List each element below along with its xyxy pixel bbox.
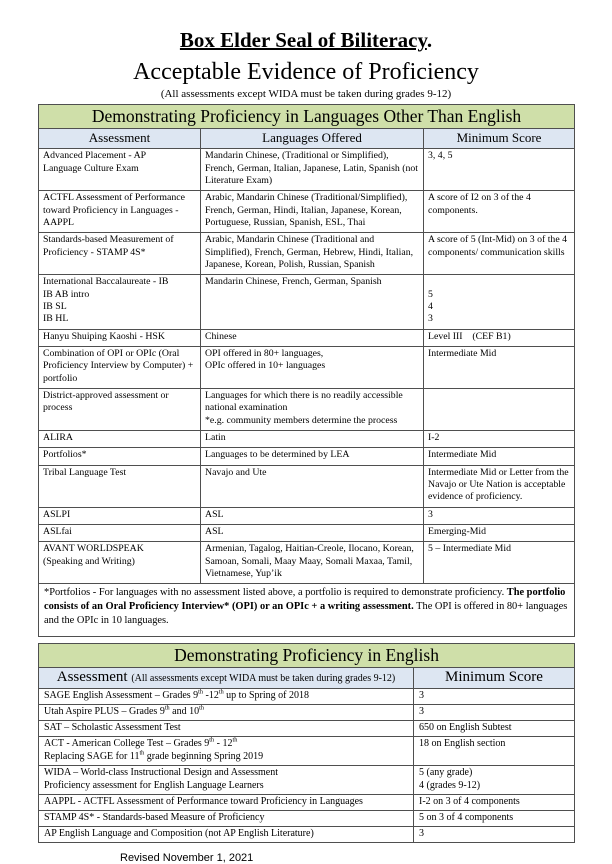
score-cell: I-2 on 3 of 4 components <box>414 794 575 810</box>
section-title-languages: Demonstrating Proficiency in Languages Other Than English <box>39 105 575 129</box>
score-cell: A score of I2 on 3 of the 4 components. <box>424 191 575 233</box>
column-header-min-score: Minimum Score <box>414 667 575 688</box>
languages-cell: Languages for which there is no readily accessible national examination *e.g. community members determine the process <box>201 389 424 431</box>
column-header-languages: Languages Offered <box>201 129 424 149</box>
table-row <box>39 465 575 507</box>
section-title-english: Demonstrating Proficiency in English <box>39 643 575 667</box>
page-title-period: . <box>426 28 433 52</box>
assessment-cell: AAPPL - ACTFL Assessment of Performance toward Proficiency in Languages <box>39 794 414 810</box>
table-row <box>39 720 575 736</box>
score-cell: Intermediate Mid or Letter from the Navajo or Ute Nation is acceptable evidence of proficiency. <box>424 465 575 507</box>
score-cell: 3 <box>414 704 575 720</box>
languages-cell: Navajo and Ute <box>201 465 424 507</box>
column-header-min-score: Minimum Score <box>424 129 575 149</box>
section-band-row <box>39 105 575 129</box>
languages-cell: ASL <box>201 507 424 524</box>
assessment-cell: ACTFL Assessment of Performance toward Proficiency in Languages - AAPPL <box>39 191 201 233</box>
assessment-cell: Advanced Placement - AP Language Culture Exam <box>39 149 201 191</box>
assessment-cell: SAGE English Assessment – Grades 9th -12th up to Spring of 2018 <box>39 688 414 704</box>
languages-cell: Mandarin Chinese, (Traditional or Simplified), French, German, Italian, Japanese, Latin, Spanish (not Literature Exam) <box>201 149 424 191</box>
score-cell: 3 <box>414 688 575 704</box>
languages-cell: Arabic, Mandarin Chinese (Traditional and Simplified), French, German, Hebrew, Hindi, Italian, Japanese, Korean, Polish, Russian, Spanish <box>201 233 424 275</box>
column-header-row <box>39 129 575 149</box>
assessment-cell: ASLfai <box>39 525 201 542</box>
score-cell <box>424 389 575 431</box>
assessment-cell: SAT – Scholastic Assessment Test <box>39 720 414 736</box>
languages-cell: Mandarin Chinese, French, German, Spanish <box>201 275 424 329</box>
table-row <box>39 431 575 448</box>
page-subtitle-note: (All assessments except WIDA must be taken during grades 9-12) <box>160 88 452 101</box>
column-header-assessment <box>39 667 414 688</box>
table-row <box>39 810 575 826</box>
column-header-assessment: Assessment <box>39 129 201 149</box>
score-cell: Intermediate Mid <box>424 448 575 465</box>
score-cell: 650 on English Subtest <box>414 720 575 736</box>
score-cell: 3 <box>424 507 575 524</box>
score-cell: Intermediate Mid <box>424 346 575 388</box>
assessment-cell: STAMP 4S* - Standards-based Measure of Proficiency <box>39 810 414 826</box>
table-row <box>39 525 575 542</box>
page-subtitle: Acceptable Evidence of Proficiency <box>133 59 479 86</box>
footnote-text-2: The OPI is offered in 80+ languages and the OPIc in 10 languages. <box>44 601 568 626</box>
assessment-cell: AVANT WORLDSPEAK (Speaking and Writing) <box>39 542 201 584</box>
languages-cell: ASL <box>201 525 424 542</box>
footnote-text-1: *Portfolios - For languages with no assessment listed above, a portfolio is required to demonstrate proficiency. <box>44 587 507 599</box>
assessment-cell: ASLPI <box>39 507 201 524</box>
table-row <box>39 346 575 388</box>
assessment-cell: ALIRA <box>39 431 201 448</box>
score-cell: I-2 <box>424 431 575 448</box>
assessment-cell: Standards-based Measurement of Proficiency - STAMP 4S* <box>39 233 201 275</box>
languages-cell: OPI offered in 80+ languages, OPIc offered in 10+ languages <box>201 346 424 388</box>
table-row <box>39 542 575 584</box>
languages-proficiency-table <box>38 104 575 637</box>
assessment-cell: Hanyu Shuiping Kaoshi - HSK <box>39 329 201 346</box>
table-row <box>39 149 575 191</box>
score-cell: 3, 4, 5 <box>424 149 575 191</box>
portfolios-footnote <box>39 584 575 636</box>
table-row <box>39 688 575 704</box>
score-cell: 5 on 3 of 4 components <box>414 810 575 826</box>
languages-cell: Armenian, Tagalog, Haitian-Creole, Ilocano, Korean, Samoan, Somali, Maay Maay, Somali Maxaa, Tamil, Vietnamese, Yup’ik <box>201 542 424 584</box>
table-row <box>39 826 575 842</box>
assessment-cell: District-approved assessment or process <box>39 389 201 431</box>
score-cell: 5 (any grade) 4 (grades 9-12) <box>414 765 575 794</box>
assessment-cell: International Baccalaureate - IB IB AB intro IB SL IB HL <box>39 275 201 329</box>
languages-cell: Latin <box>201 431 424 448</box>
assessment-cell: Combination of OPI or OPIc (Oral Proficiency Interview by Computer) + portfolio <box>39 346 201 388</box>
assessment-cell: Utah Aspire PLUS – Grades 9th and 10th <box>39 704 414 720</box>
footnote-bold-text: The portfolio consists of an Oral Proficiency Interview* (OPI) or an OPIc + a writing assessment. <box>44 587 566 613</box>
section-band-row <box>39 643 575 667</box>
table-row <box>39 191 575 233</box>
assessment-header-note: (All assessments except WIDA must be taken during grades 9-12) <box>131 672 396 684</box>
table-row <box>39 765 575 794</box>
score-cell: 5 4 3 <box>424 275 575 329</box>
assessment-cell: AP English Language and Composition (not AP English Literature) <box>39 826 414 842</box>
languages-cell: Chinese <box>201 329 424 346</box>
score-cell: 5 – Intermediate Mid <box>424 542 575 584</box>
table-row <box>39 275 575 329</box>
page-title <box>38 27 574 53</box>
languages-cell: Languages to be determined by LEA <box>201 448 424 465</box>
english-proficiency-table <box>38 643 575 843</box>
assessment-cell: ACT - American College Test – Grades 9th - 12th Replacing SAGE for 11th grade beginning Spring 2019 <box>39 736 414 765</box>
table-row <box>39 329 575 346</box>
assessment-cell: Tribal Language Test <box>39 465 201 507</box>
table-row <box>39 736 575 765</box>
footnote-row <box>39 584 575 636</box>
table-row <box>39 794 575 810</box>
score-cell: Level III (CEF B1) <box>424 329 575 346</box>
score-cell: Emerging-Mid <box>424 525 575 542</box>
page-title-text: Box Elder Seal of Biliteracy <box>179 28 427 52</box>
languages-cell: Arabic, Mandarin Chinese (Traditional/Simplified), French, German, Hindi, Italian, Japanese, Korean, Portuguese, Russian, Spanish, ESL, Thai <box>201 191 424 233</box>
revision-date: Revised November 1, 2021 <box>120 851 254 864</box>
table-row <box>39 448 575 465</box>
score-cell: 3 <box>414 826 575 842</box>
column-header-row <box>39 667 575 688</box>
table-row <box>39 233 575 275</box>
assessment-cell: Portfolios* <box>39 448 201 465</box>
table-row <box>39 389 575 431</box>
table-row <box>39 704 575 720</box>
table-row <box>39 507 575 524</box>
assessment-header-label: Assessment <box>56 668 132 685</box>
score-cell: A score of 5 (Int-Mid) on 3 of the 4 components/ communication skills <box>424 233 575 275</box>
assessment-cell: WIDA – World-class Instructional Design and Assessment Proficiency assessment for English Language Learners <box>39 765 414 794</box>
score-cell: 18 on English section <box>414 736 575 765</box>
